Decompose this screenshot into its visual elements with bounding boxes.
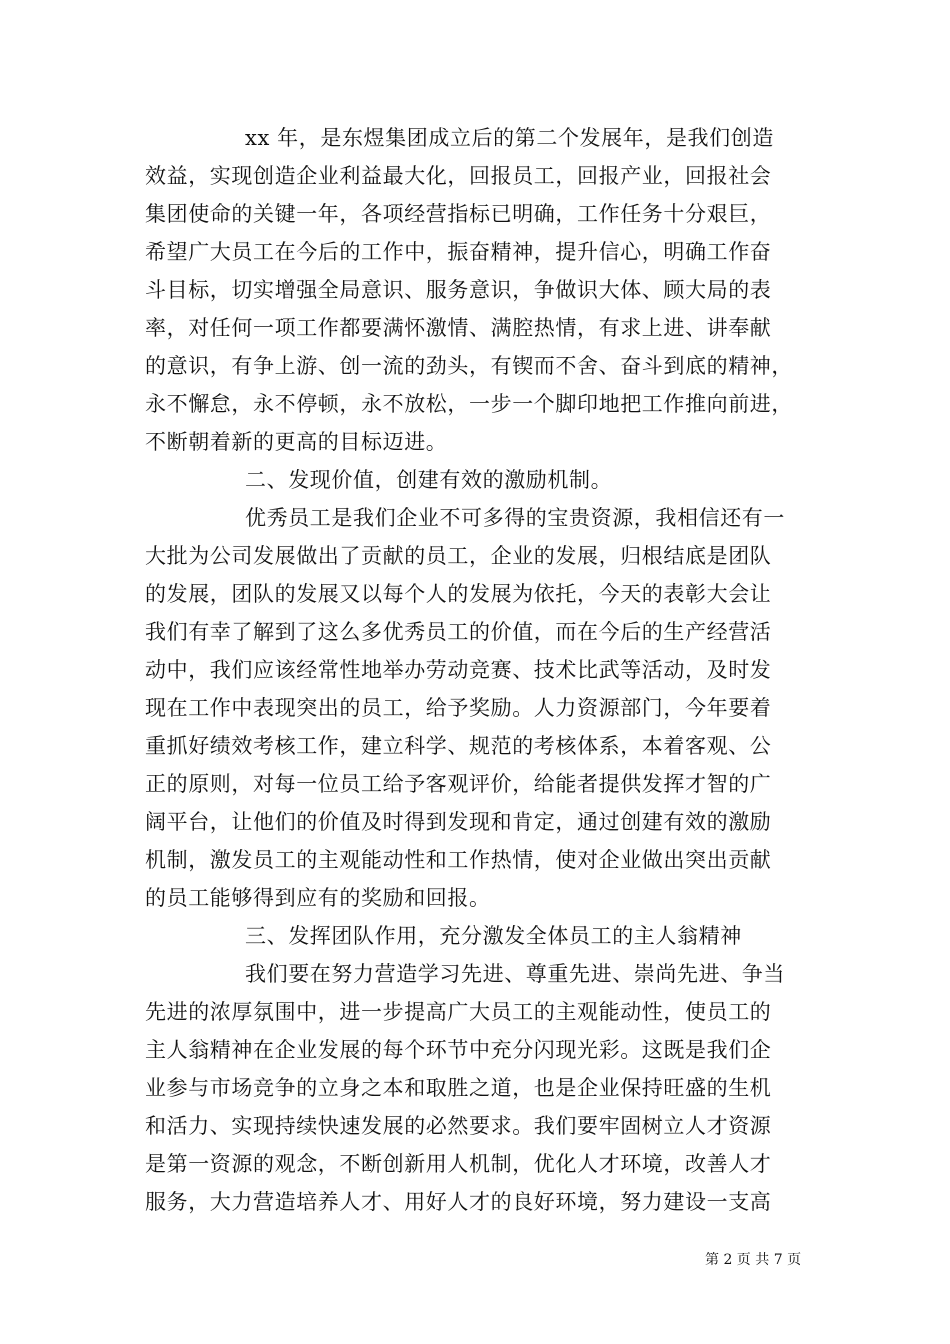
- paragraph-3-line-3: 主人翁精神在企业发展的每个环节中充分闪现光彩。这既是我们企: [145, 1038, 772, 1062]
- paragraph-3-line-2: 先进的浓厚氛围中，进一步提高广大员工的主观能动性，使员工的: [145, 1000, 772, 1024]
- paragraph-3-line-5: 和活力、实现持续快速发展的必然要求。我们要牢固树立人才资源: [145, 1114, 772, 1138]
- paragraph-3-line-4: 业参与市场竞争的立身之本和取胜之道，也是企业保持旺盛的生机: [145, 1076, 772, 1100]
- paragraph-2-line-4: 我们有幸了解到了这么多优秀员工的价值，而在今后的生产经营活: [145, 620, 772, 644]
- paragraph-1-line-2: 效益，实现创造企业利益最大化，回报员工，回报产业，回报社会: [145, 164, 772, 188]
- paragraph-2-line-7: 重抓好绩效考核工作，建立科学、规范的考核体系，本着客观、公: [145, 734, 772, 758]
- paragraph-2-line-9: 阔平台，让他们的价值及时得到发现和肯定，通过创建有效的激励: [145, 810, 772, 834]
- page-number-footer: 第 2 页 共 7 页: [705, 1252, 802, 1268]
- paragraph-1-line-7: 的意识，有争上游、创一流的劲头，有锲而不舍、奋斗到底的精神，: [145, 354, 793, 378]
- paragraph-2-line-1: 优秀员工是我们企业不可多得的宝贵资源，我相信还有一: [245, 506, 785, 530]
- paragraph-1-line-1: xx 年，是东煜集团成立后的第二个发展年，是我们创造: [245, 126, 774, 150]
- paragraph-2-line-10: 机制，激发员工的主观能动性和工作热情，使对企业做出突出贡献: [145, 848, 772, 872]
- paragraph-3-line-7: 服务，大力营造培养人才、用好人才的良好环境，努力建设一支高: [145, 1190, 772, 1214]
- paragraph-1-line-9: 不断朝着新的更高的目标迈进。: [145, 430, 448, 454]
- paragraph-2-line-5: 动中，我们应该经常性地举办劳动竞赛、技术比武等活动，及时发: [145, 658, 772, 682]
- paragraph-2-line-8: 正的原则，对每一位员工给予客观评价，给能者提供发挥才智的广: [145, 772, 772, 796]
- paragraph-3-line-1: 我们要在努力营造学习先进、尊重先进、崇尚先进、争当: [245, 962, 785, 986]
- paragraph-2-line-3: 的发展，团队的发展又以每个人的发展为依托，今天的表彰大会让: [145, 582, 772, 606]
- paragraph-2-line-11: 的员工能够得到应有的奖励和回报。: [145, 886, 491, 910]
- paragraph-1-line-8: 永不懈怠，永不停顿，永不放松，一步一个脚印地把工作推向前进，: [145, 392, 793, 416]
- paragraph-2-line-2: 大批为公司发展做出了贡献的员工，企业的发展，归根结底是团队: [145, 544, 772, 568]
- paragraph-1-line-6: 率，对任何一项工作都要满怀激情、满腔热情，有求上进、讲奉献: [145, 316, 772, 340]
- paragraph-2-line-6: 现在工作中表现突出的员工，给予奖励。人力资源部门，今年要着: [145, 696, 772, 720]
- section-heading-2: 二、发现价值，创建有效的激励机制。: [245, 468, 613, 492]
- paragraph-3-line-6: 是第一资源的观念，不断创新用人机制，优化人才环境，改善人才: [145, 1152, 772, 1176]
- paragraph-1-line-4: 希望广大员工在今后的工作中，振奋精神，提升信心，明确工作奋: [145, 240, 772, 264]
- paragraph-1-line-5: 斗目标，切实增强全局意识、服务意识，争做识大体、顾大局的表: [145, 278, 772, 302]
- section-heading-3: 三、发挥团队作用，充分激发全体员工的主人翁精神: [245, 924, 742, 948]
- paragraph-1-line-3: 集团使命的关键一年，各项经营指标已明确，工作任务十分艰巨，: [145, 202, 772, 226]
